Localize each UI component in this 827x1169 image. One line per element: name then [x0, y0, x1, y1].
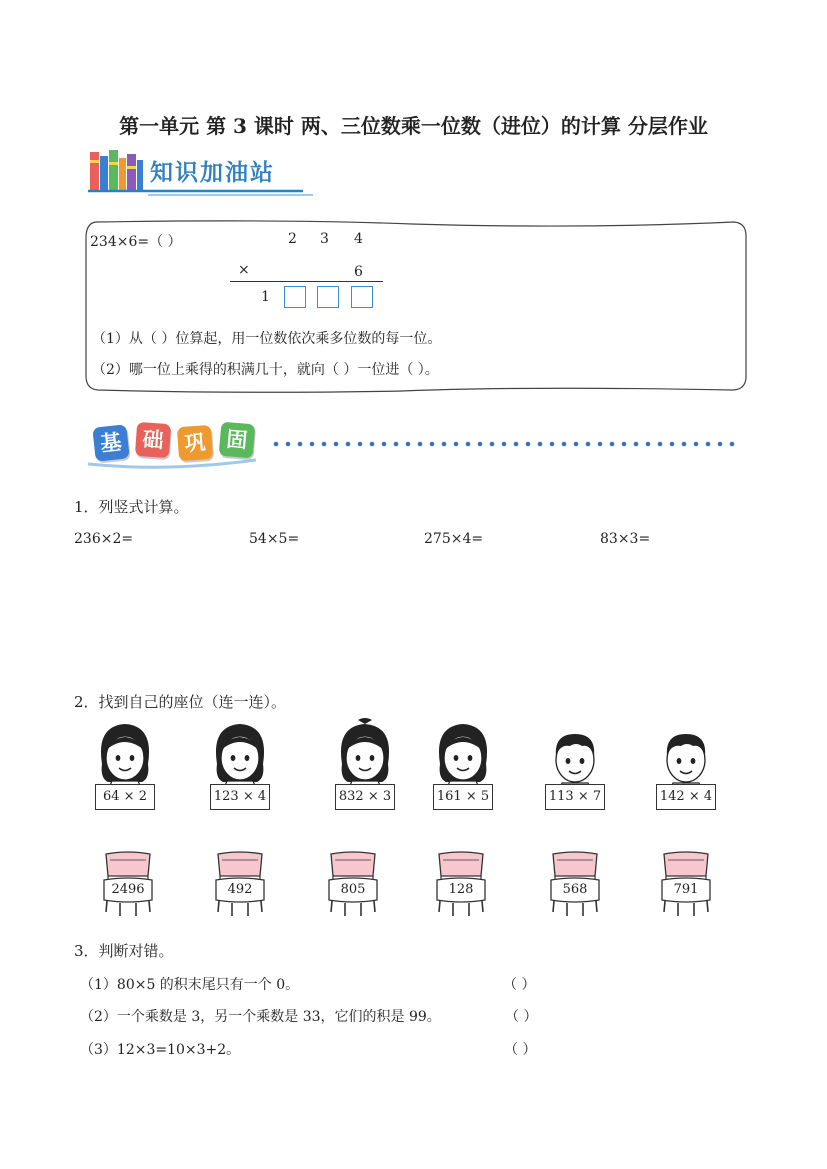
chair-number: 805 — [340, 882, 366, 897]
answer-box[interactable] — [317, 286, 339, 308]
kid-161x5[interactable] — [428, 720, 498, 820]
kid-sign: 113 × 7 — [545, 784, 605, 810]
knowledge-q1: （1）从（ ）位算起，用一位数依次乘多位数的每一位。 — [92, 331, 442, 347]
kid-123x4[interactable] — [205, 720, 275, 820]
section2-heading: 2．找到自己的座位（连一连）。 — [74, 693, 287, 711]
judge-answer[interactable]: （ ） — [503, 977, 536, 993]
judge-item: （3）12×3=10×3+2。 — [80, 1042, 241, 1058]
page-title: 第一单元 第 3 课时 两、三位数乘一位数（进位）的计算 分层作业 — [119, 114, 708, 138]
section3-heading: 3．判断对错。 — [74, 942, 174, 960]
kid-sign: 123 × 4 — [210, 784, 270, 810]
problem: 236×2= — [74, 531, 134, 547]
basics-banner — [88, 420, 738, 472]
judge-answer[interactable]: （ ） — [505, 1009, 538, 1025]
answer-box[interactable] — [351, 286, 373, 308]
basics-tile: 础 — [135, 422, 171, 458]
girl-icon — [428, 720, 498, 792]
girl-icon — [330, 716, 400, 792]
vertical-multiplier: 6 — [354, 264, 363, 280]
chair-2496[interactable] — [98, 850, 158, 918]
expr-234x6: 234×6=（ ） — [90, 234, 182, 250]
vertical-digit: 4 — [354, 231, 363, 247]
kid-142x4[interactable] — [651, 722, 721, 822]
knowledge-q2: （2）哪一位上乘得的积满几十，就向（ ）一位进（ ）。 — [92, 362, 439, 378]
chair-568[interactable] — [545, 850, 605, 918]
chair-number: 128 — [448, 882, 474, 897]
chair-number: 791 — [673, 882, 699, 897]
kid-sign: 64 × 2 — [95, 784, 155, 810]
chair-805[interactable] — [323, 850, 383, 918]
judge-answer[interactable]: （ ） — [504, 1042, 537, 1058]
vertical-carry: 1 — [261, 289, 270, 305]
answer-box[interactable] — [284, 286, 306, 308]
chair-number: 2496 — [111, 882, 145, 897]
chair-128[interactable] — [431, 850, 491, 918]
vertical-line — [230, 281, 383, 282]
kid-sign: 161 × 5 — [433, 784, 493, 810]
judge-item: （1）80×5 的积末尾只有一个 0。 — [80, 977, 300, 993]
kid-64x2[interactable] — [90, 720, 160, 820]
bow-icon — [358, 718, 372, 724]
kid-832x3[interactable] — [330, 716, 400, 816]
chair-791[interactable] — [656, 850, 716, 918]
vertical-digit: 2 — [288, 231, 297, 247]
girl-icon — [205, 720, 275, 792]
chair-number: 568 — [562, 882, 588, 897]
knowledge-banner-text: 知识加油站 — [150, 160, 275, 186]
basics-tile: 固 — [219, 422, 256, 459]
basics-tile: 巩 — [177, 425, 213, 461]
section1-heading: 1．列竖式计算。 — [74, 498, 189, 516]
girl-icon — [90, 720, 160, 792]
basics-tile: 基 — [92, 424, 129, 461]
kid-sign: 832 × 3 — [335, 784, 395, 810]
problem: 83×3= — [600, 531, 651, 547]
kid-113x7[interactable] — [540, 722, 610, 822]
chair-number: 492 — [227, 882, 253, 897]
problem: 54×5= — [249, 531, 300, 547]
judge-item: （2）一个乘数是 3，另一个乘数是 33，它们的积是 99。 — [80, 1009, 441, 1025]
vertical-digit: 3 — [320, 231, 329, 247]
knowledge-banner — [88, 148, 313, 196]
kid-sign: 142 × 4 — [656, 784, 716, 810]
times-sign: × — [238, 262, 250, 278]
chair-492[interactable] — [210, 850, 270, 918]
problem: 275×4= — [424, 531, 484, 547]
